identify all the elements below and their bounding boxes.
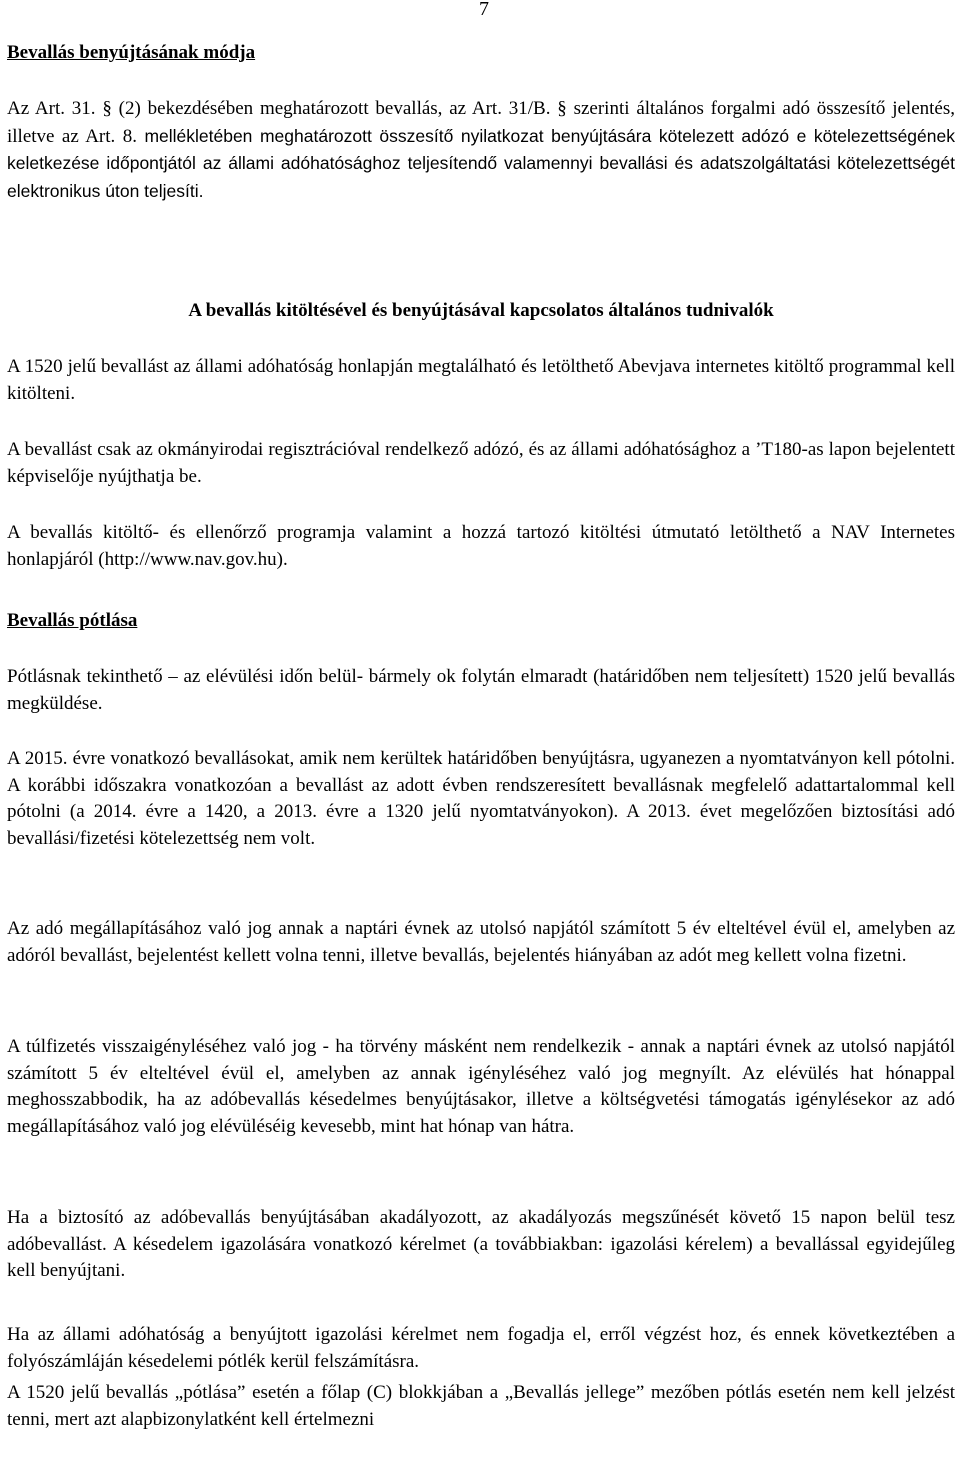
section-heading-general-info: A bevallás kitöltésével és benyújtásával kapcsolatos általános tudnivalók: [188, 300, 774, 321]
paragraph-submission-rules: [7, 96, 955, 205]
paragraph-download-program: A bevallás kitöltő- és ellenőrző programja valamint a hozzá tartozó kitöltési útmutató letölthető a NAV Internetes honlapjáról (http://www.nav.gov.hu).: [7, 522, 955, 570]
paragraph-replacement-definition: Pótlásnak tekinthető – az elévülési időn belül- bármely ok folytán elmaradt (határidőben nem teljesített) 1520 jelű bevallás megküldése.: [7, 666, 955, 714]
paragraph-main-sheet: A 1520 jelű bevallás „pótlása” esetén a főlap (C) blokkjában a „Bevallás jellege” mezőben pótlás esetén nem kell jelzést tenni, mert azt alapbizonylatként kell értelmezni: [7, 1382, 955, 1430]
paragraph-abevjava: A 1520 jelű bevallást az állami adóhatóság honlapján megtalálható és letölthető Abevjava internetes kitöltő programmal kell kitölteni.: [7, 356, 955, 404]
paragraph-2015-replacement: A 2015. évre vonatkozó bevallásokat, amik nem kerültek határidőben benyújtásra, ugyanezen a nyomtatványon kell pótolni. A korábbi időszakra vonatkozóan a bevallást az adott évben rendszeresített bevallásnak megfelelő adattartalommal kell pótolni (a 2014. évre a 1420, a 2013. évre a 1320 jelű nyomtatványokon). A 2013. évet megelőzően biztosítási adó bevallási/fizetési kötelezettség nem volt.: [7, 748, 955, 849]
paragraph-who-submits: A bevallást csak az okmányirodai regisztrációval rendelkező adózó, és az állami adóhatósághoz a ’T180-as lapon bejelentett képviselője nyújthatja be.: [7, 439, 955, 487]
page-number: 7: [479, 0, 489, 20]
paragraph-limitation-tax: Az adó megállapításához való jog annak a naptári évnek az utolsó napjától számított 5 év elteltével évül el, amelyben az adóról bevallást, bejelentést kellett volna tenni, illetve bevallás, bejelentés hiányában az adót meg kellett volna fizetni.: [7, 918, 955, 966]
paragraph-obstruction: Ha a biztosító az adóbevallás benyújtásában akadályozott, az akadályozás megszűnését követő 15 napon belül tesz adóbevallást. A késedelem igazolására vonatkozó kérelmet (a továbbiakban: igazolási kérelem) a bevallással egyidejűleg kell benyújtani.: [7, 1207, 955, 1281]
paragraph-rejected-request: Ha az állami adóhatóság a benyújtott igazolási kérelmet nem fogadja el, erről végzést hoz, és ennek következtében a folyószámláján késedelemi pótlék kerül felszámításra.: [7, 1324, 955, 1372]
paragraph-overpayment: A túlfizetés visszaigényléséhez való jog - ha törvény másként nem rendelkezik - annak a naptári évnek az utolsó napjától számított 5 év elteltével évül el, amelyben az annak igényléséhez való jog megnyílt. Az elévülés hat hónappal meghosszabbodik, ha az adóbevallás késedelmes benyújtásakor, illetve a költségvetési támogatás igénylésekor az adó megállapításához való jog elévüléséig kevesebb, mint hat hónap van hátra.: [7, 1036, 955, 1137]
section-heading-submission-method: Bevallás benyújtásának módja: [7, 42, 256, 63]
section-heading-replacement: Bevallás pótlása: [7, 610, 138, 631]
paragraph-text-serif: Az Art. 31. § (2) bekezdésében meghatározott bevallás, az Art. 31/B. § szerinti általános forgalmi adó összesítő jelentés, illetve az Art. 8.: [7, 98, 955, 147]
paragraph-text-sans: mellékletében meghatározott összesítő nyilatkozat benyújtására kötelezett adózó e kötelezettségének keletkezése időpontjától az állami adóhatósághoz teljesítendő valamennyi bevallási és adatszolgáltatási kötelezettségét elektronikus úton teljesíti.: [7, 125, 955, 201]
